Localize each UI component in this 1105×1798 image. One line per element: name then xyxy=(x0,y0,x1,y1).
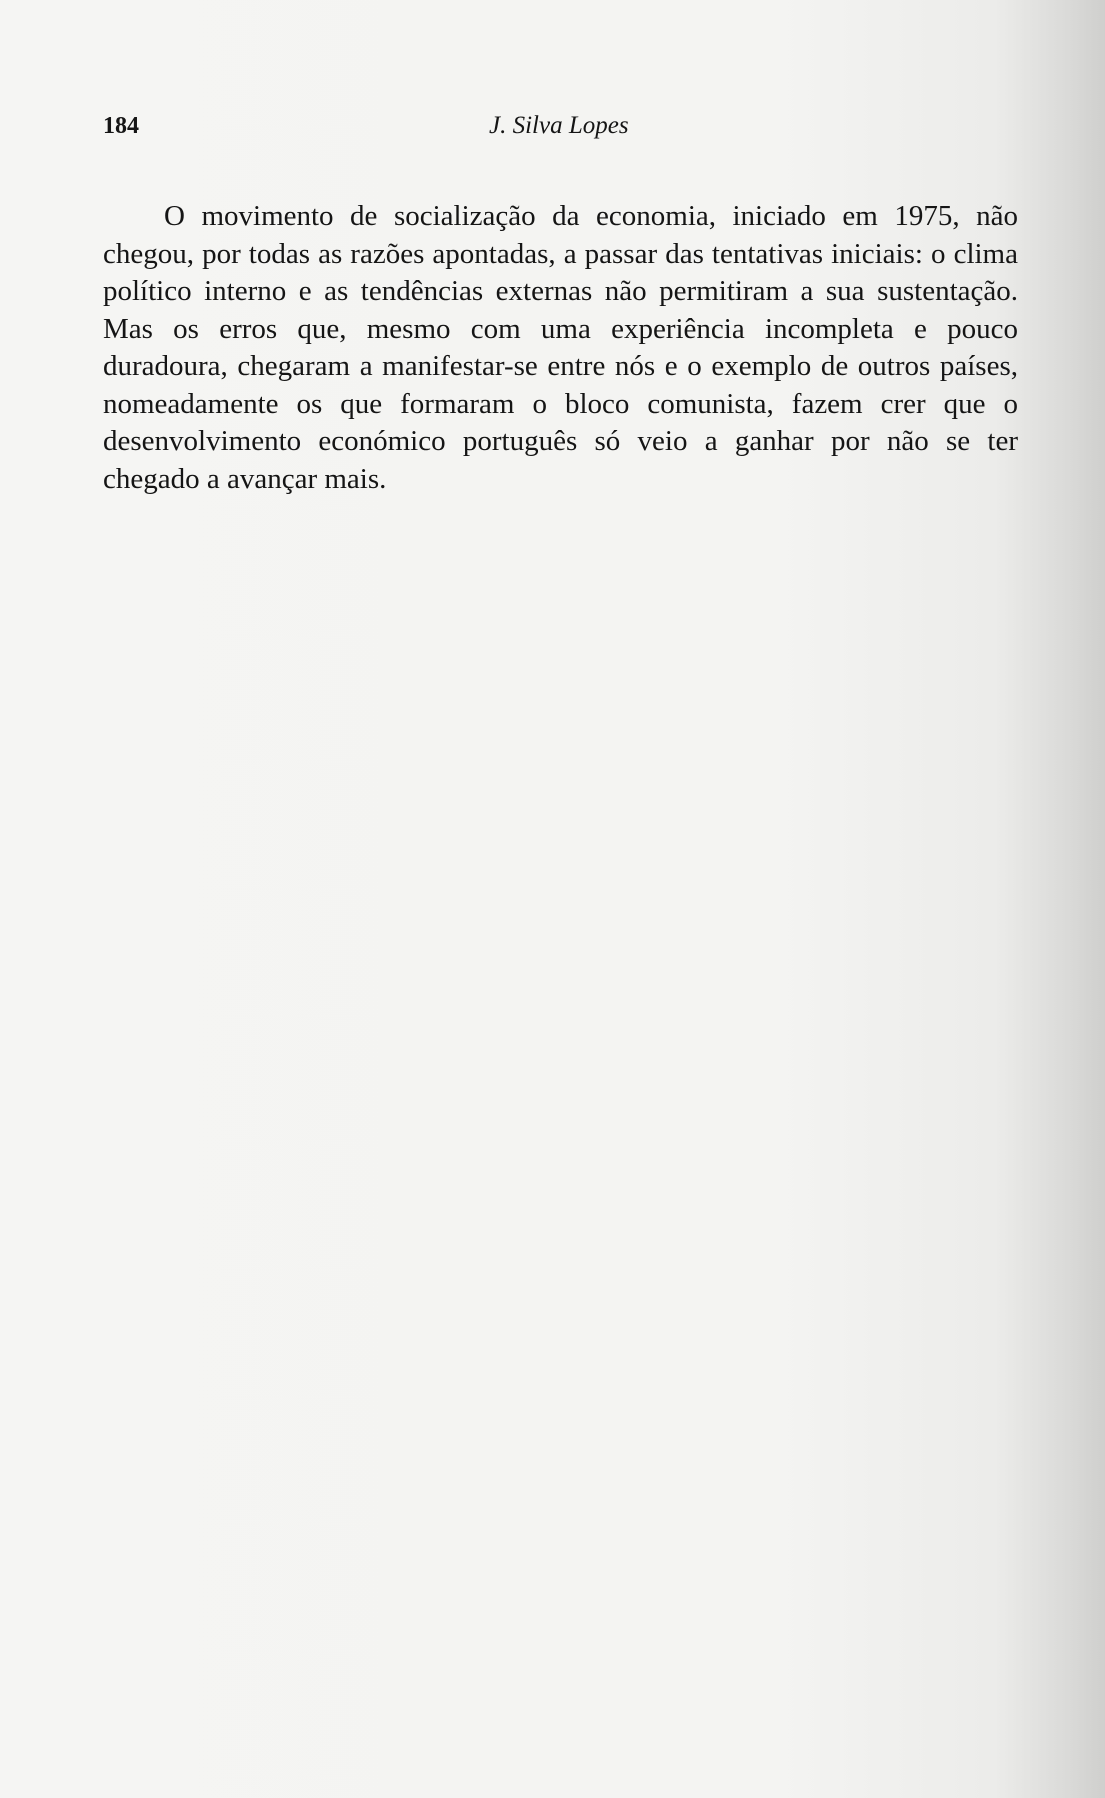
running-head: J. Silva Lopes xyxy=(489,112,629,139)
page-number: 184 xyxy=(103,113,139,139)
page-header xyxy=(103,108,1003,144)
body-paragraph: O movimento de socialização da economia, iniciado em 1975, não chegou, por todas as razões apontadas, a passar das tentativas iniciais: o clima político interno e as tendências externas não permitiram a sua sustentação. Mas os erros que, mesmo com uma experiência incompleta e pouco duradoura, chegaram a manifestar-se entre nós e o exemplo de outros países, nomeadamente os que formaram o bloco comunista, fazem crer que o desenvolvimento económico português só veio a ganhar por não se ter chegado a avançar mais. xyxy=(103,200,1018,495)
